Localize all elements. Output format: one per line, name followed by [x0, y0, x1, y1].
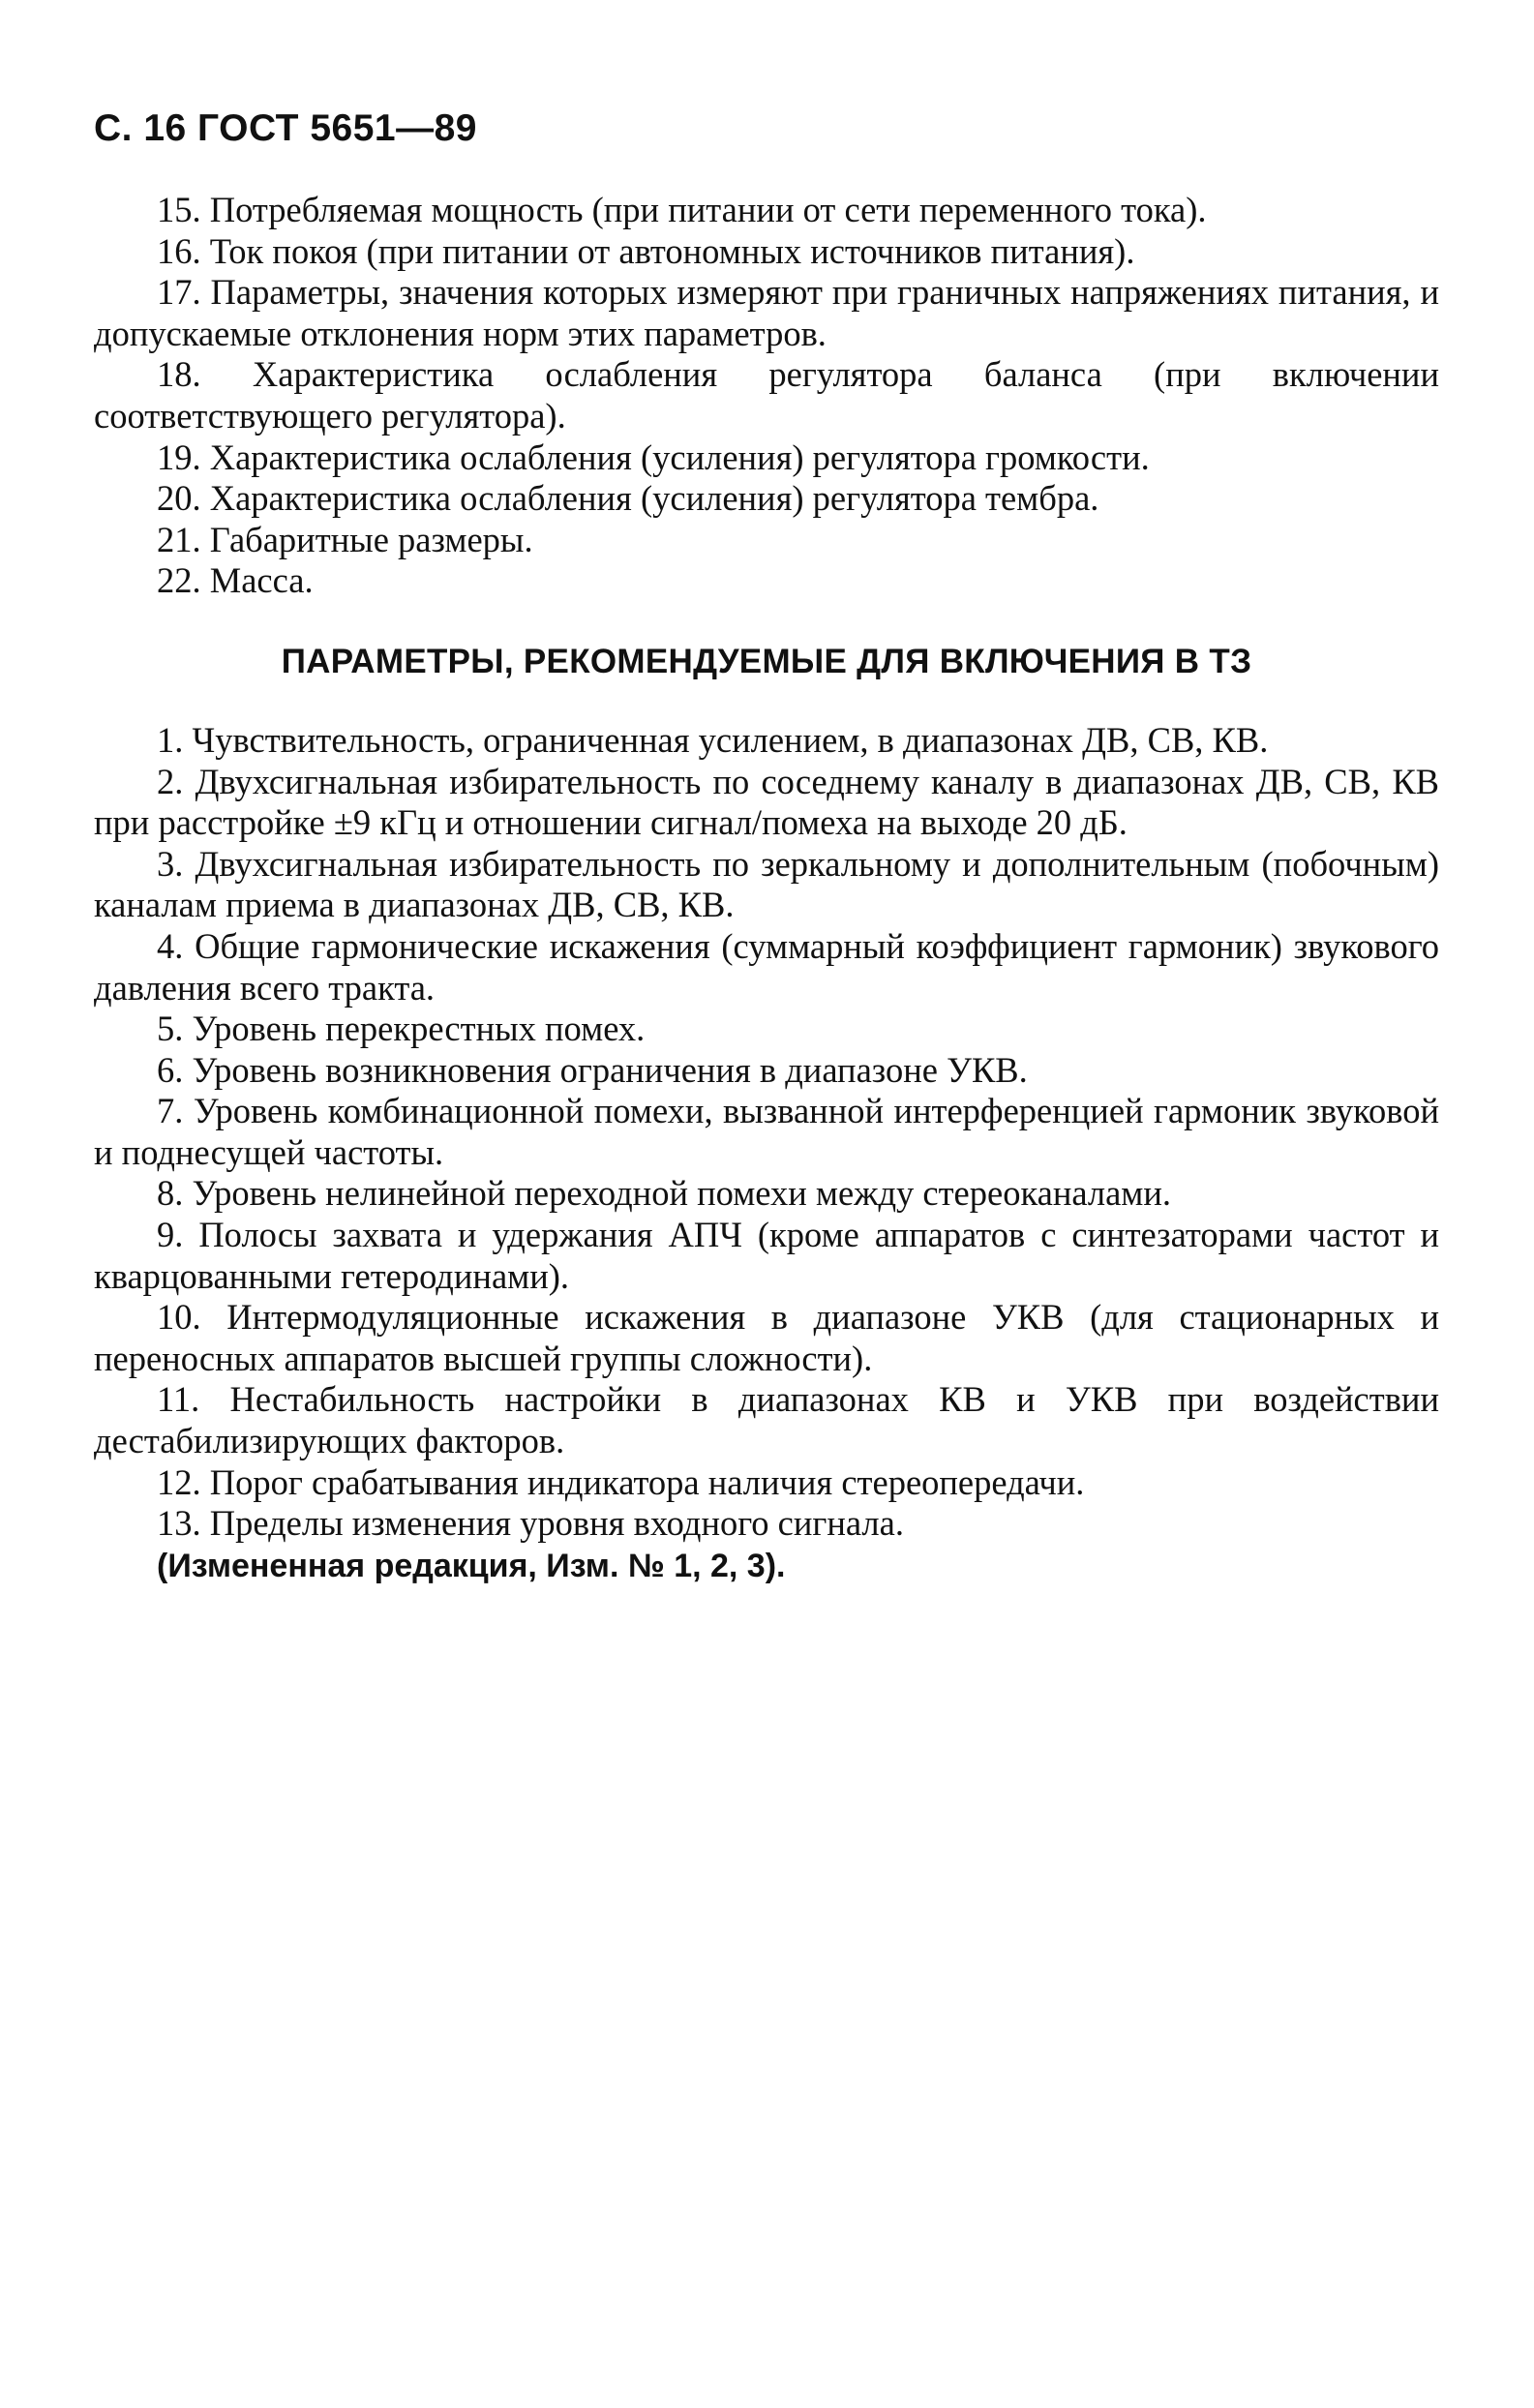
item-number: 5.	[157, 1008, 184, 1049]
item-number: 21.	[157, 519, 201, 559]
item-text: Потребляемая мощность (при питании от сети переменного тока).	[209, 190, 1207, 229]
item-number: 19.	[157, 436, 201, 477]
list-item	[94, 1503, 1439, 1545]
parameter-list-top	[94, 190, 1439, 602]
running-head: С. 16 ГОСТ 5651—89	[94, 107, 477, 149]
item-number: 4.	[157, 925, 184, 966]
list-item	[94, 231, 1439, 273]
list-item	[94, 272, 1439, 354]
item-number: 2.	[157, 761, 184, 801]
item-number: 3.	[157, 843, 184, 884]
list-item	[94, 1008, 1439, 1050]
list-item	[94, 520, 1439, 561]
item-text: Нестабильность настройки в диапазонах КВ и УКВ при воздействии дестабилизирующих факторов.	[94, 1379, 1440, 1461]
item-number: 18.	[157, 354, 201, 395]
list-item	[94, 1050, 1439, 1092]
item-number: 7.	[157, 1091, 184, 1131]
item-text: Параметры, значения которых измеряют при граничных напряжениях питания, и допускаемые отклонения норм этих параметров.	[94, 272, 1439, 353]
list-item	[94, 478, 1439, 520]
item-text: Полосы захвата и удержания АПЧ (кроме аппаратов с синтезаторами частот и кварцованными гетеродинами).	[94, 1215, 1440, 1296]
item-text: Уровень нелинейной переходной помехи между стереоканалами.	[192, 1173, 1172, 1214]
item-number: 10.	[157, 1297, 201, 1338]
item-text: Масса.	[209, 560, 314, 601]
list-item	[94, 844, 1439, 926]
item-number: 20.	[157, 478, 201, 519]
list-item	[94, 354, 1439, 436]
item-number: 22.	[157, 560, 201, 601]
item-text: Пределы изменения уровня входного сигнала.	[209, 1503, 904, 1544]
item-text: Габаритные размеры.	[209, 519, 533, 559]
item-number: 11.	[157, 1379, 200, 1420]
document-page	[94, 106, 1439, 1587]
item-text: Ток покоя (при питании от автономных источников питания).	[209, 230, 1135, 271]
item-text: Двухсигнальная избирательность по зеркальному и дополнительным (побочным) каналам приема в диапазонах ДВ, СВ, КВ.	[94, 843, 1439, 925]
item-number: 16.	[157, 230, 201, 271]
list-item	[94, 762, 1439, 844]
item-text: Порог срабатывания индикатора наличия стереопередачи.	[209, 1461, 1085, 1502]
list-item	[94, 1297, 1439, 1379]
item-number: 8.	[157, 1173, 184, 1214]
item-text: Характеристика ослабления (усиления) регулятора тембра.	[209, 478, 1099, 519]
list-item	[94, 1215, 1439, 1297]
item-number: 1.	[157, 719, 184, 760]
item-text: Характеристика ослабления регулятора баланса (при включении соответствующего регулятора).	[94, 354, 1439, 436]
list-item	[94, 720, 1439, 762]
item-text: Чувствительность, ограниченная усилением, в диапазонах ДВ, СВ, КВ.	[192, 719, 1269, 760]
item-number: 17.	[157, 272, 201, 313]
amendment-note: (Измененная редакция, Изм. № 1, 2, 3).	[157, 1547, 786, 1584]
section-heading: ПАРАМЕТРЫ, РЕКОМЕНДУЕМЫЕ ДЛЯ ВКЛЮЧЕНИЯ В ТЗ	[281, 642, 1252, 680]
list-item	[94, 926, 1439, 1008]
list-item	[94, 190, 1439, 231]
item-number: 12.	[157, 1461, 201, 1502]
list-item	[94, 1091, 1439, 1173]
item-text: Уровень комбинационной помехи, вызванной интерференцией гармоник звуковой и поднесущей частоты.	[94, 1091, 1439, 1172]
list-item	[94, 1462, 1439, 1504]
item-number: 9.	[157, 1215, 184, 1255]
item-text: Характеристика ослабления (усиления) регулятора громкости.	[209, 436, 1150, 477]
item-text: Двухсигнальная избирательность по соседнему каналу в диапазонах ДВ, СВ, КВ при расстройке ±9 кГц и отношении сигнал/помеха на выходе 20 дБ.	[94, 761, 1440, 843]
item-number: 13.	[157, 1503, 201, 1544]
item-text: Общие гармонические искажения (суммарный коэффициент гармоник) звукового давления всего тракта.	[94, 925, 1440, 1008]
item-number: 15.	[157, 190, 201, 229]
list-item	[94, 560, 1439, 602]
list-item	[94, 437, 1439, 479]
item-text: Уровень возникновения ограничения в диапазоне УКВ.	[192, 1049, 1028, 1090]
list-item	[94, 1379, 1439, 1461]
item-number: 6.	[157, 1049, 184, 1090]
list-item	[94, 1173, 1439, 1215]
item-text: Уровень перекрестных помех.	[192, 1008, 646, 1049]
item-text: Интермодуляционные искажения в диапазоне УКВ (для стационарных и переносных аппаратов высшей группы сложности).	[94, 1297, 1440, 1378]
parameter-list-bottom	[94, 720, 1439, 1545]
